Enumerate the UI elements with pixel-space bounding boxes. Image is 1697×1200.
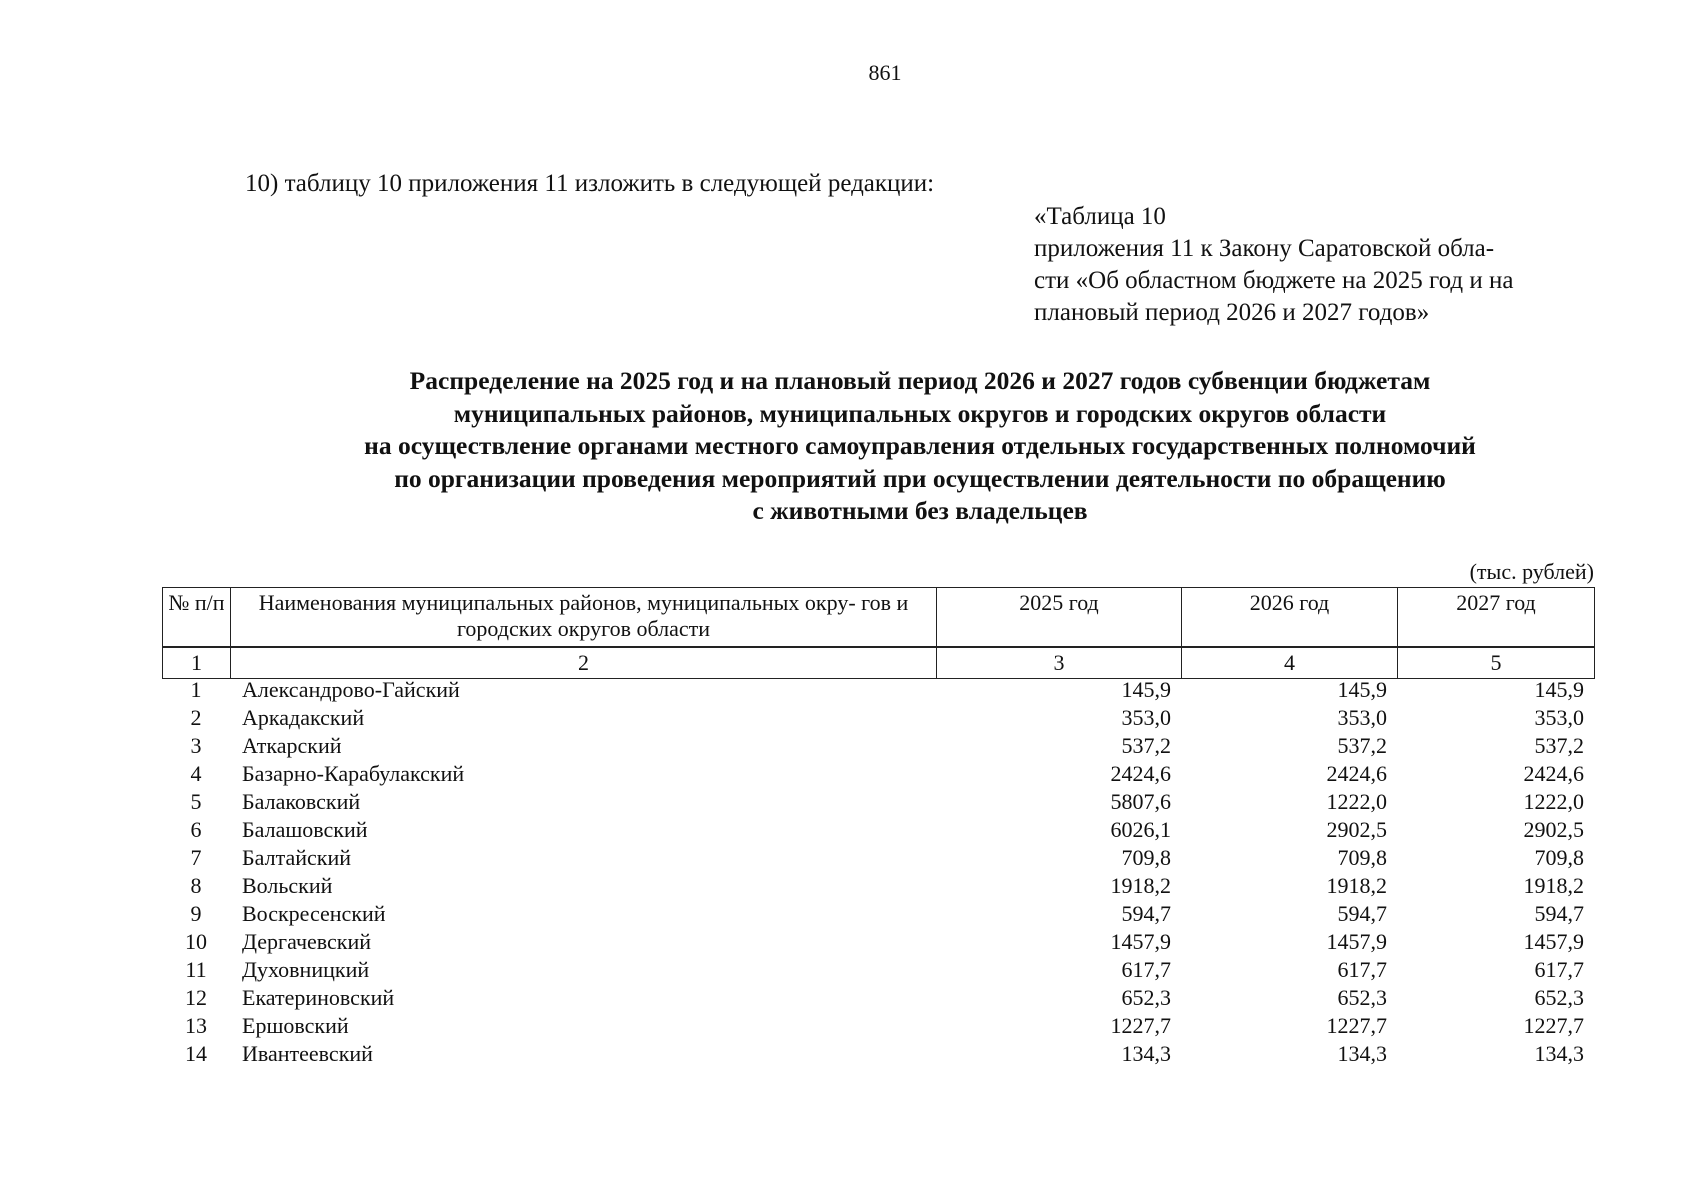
value-2026: 1227,7 [1326,1013,1387,1038]
column-numbers [163,648,1595,679]
value-2025: 652,3 [1121,985,1171,1010]
row-number: 12 [185,985,207,1010]
table-row [162,788,1594,816]
table-row [162,1040,1594,1068]
value-2025: 145,9 [1121,677,1171,702]
row-number: 6 [190,817,202,842]
value-2026: 2424,6 [1326,761,1387,786]
value-2027: 709,8 [1534,845,1584,870]
attachment-table-ref: «Таблица 10 [1034,203,1166,230]
header-name: Наименования муниципальных районов, муниципальных окру- гов и городских округов области [231,588,937,647]
value-2026: 353,0 [1337,705,1387,730]
value-2026: 134,3 [1337,1041,1387,1066]
row-number: 4 [190,761,202,786]
value-2026: 2902,5 [1326,817,1387,842]
attachment-law-line-2: сти «Об областном бюджете на 2025 год и на [1034,267,1514,294]
document-title [160,365,1680,528]
title-line: с животными без владельцев [752,496,1088,525]
value-2027: 353,0 [1534,705,1584,730]
district-name: Екатериновский [242,985,395,1010]
district-name: Духовницкий [242,957,370,982]
value-2025: 709,8 [1121,845,1171,870]
district-name: Вольский [242,873,333,898]
value-2027: 1918,2 [1523,873,1584,898]
table-row [162,816,1594,844]
value-2025: 134,3 [1121,1041,1171,1066]
value-2027: 1222,0 [1523,789,1584,814]
attachment-note [1034,201,1594,329]
value-2026: 617,7 [1337,957,1387,982]
value-2027: 1457,9 [1523,929,1584,954]
value-2025: 1457,9 [1110,929,1171,954]
value-2026: 652,3 [1337,985,1387,1010]
table-row [162,732,1594,760]
table-row [162,984,1594,1012]
title-line: Распределение на 2025 год и на плановый период 2026 и 2027 годов субвенции бюджетам [409,366,1431,395]
district-name: Ершовский [242,1013,349,1038]
value-2026: 1918,2 [1326,873,1387,898]
intro-text: 10) таблицу 10 приложения 11 изложить в следующей редакции: [245,170,935,197]
district-name: Дергачевский [242,929,372,954]
header-2027: 2027 год [1398,588,1595,647]
table-row [162,844,1594,872]
attachment-law-line-1: приложения 11 к Закону Саратовской обла- [1034,235,1495,262]
value-2026: 537,2 [1337,733,1387,758]
district-name: Балаковский [242,789,361,814]
value-2025: 1227,7 [1110,1013,1171,1038]
row-number: 1 [190,677,202,702]
value-2027: 617,7 [1534,957,1584,982]
value-2027: 652,3 [1534,985,1584,1010]
value-2027: 134,3 [1534,1041,1584,1066]
district-name: Ивантеевский [242,1041,373,1066]
column-number: 3 [937,648,1182,679]
value-2027: 145,9 [1534,677,1584,702]
row-number: 5 [190,789,202,814]
district-name: Балтайский [242,845,351,870]
value-2026: 1222,0 [1326,789,1387,814]
district-name: Аткарский [242,733,342,758]
value-2027: 537,2 [1534,733,1584,758]
units-label: (тыс. рублей) [1469,559,1594,584]
header-2025: 2025 год [937,588,1182,647]
table-row [162,760,1594,788]
column-number: 2 [231,648,937,679]
value-2027: 2424,6 [1523,761,1584,786]
column-number: 1 [163,648,231,679]
district-name: Воскресенский [242,901,386,926]
row-number: 8 [190,873,202,898]
header-row [163,588,1595,647]
value-2025: 537,2 [1121,733,1171,758]
table-row [162,676,1594,704]
value-2025: 594,7 [1121,901,1171,926]
title-line: муниципальных районов, муниципальных округов и городских округов области [453,398,1387,428]
district-name: Балашовский [242,817,368,842]
column-number: 5 [1398,648,1595,679]
table-body [162,676,1594,1068]
value-2027: 2902,5 [1523,817,1584,842]
column-number: 4 [1182,648,1398,679]
value-2027: 594,7 [1534,901,1584,926]
table-row [162,900,1594,928]
value-2025: 1918,2 [1110,873,1171,898]
value-2025: 5807,6 [1110,789,1171,814]
row-number: 7 [190,845,202,870]
row-number: 9 [190,901,202,926]
value-2026: 145,9 [1337,677,1387,702]
table-row [162,1012,1594,1040]
district-name: Базарно-Карабулакский [242,761,465,786]
value-2025: 353,0 [1121,705,1171,730]
page-number: 861 [868,60,902,85]
value-2026: 709,8 [1337,845,1387,870]
district-name: Аркадакский [242,705,365,730]
value-2026: 1457,9 [1326,929,1387,954]
value-2027: 1227,7 [1523,1013,1584,1038]
row-number: 11 [185,957,207,982]
table-row [162,956,1594,984]
row-number: 3 [190,733,202,758]
column-number-row [162,647,1595,679]
title-line: по организации проведения мероприятий при осуществлении деятельности по обращению [394,463,1446,493]
value-2025: 2424,6 [1110,761,1171,786]
data-table [162,676,1594,1068]
value-2025: 617,7 [1121,957,1171,982]
value-2026: 594,7 [1337,901,1387,926]
header-2026: 2026 год [1182,588,1398,647]
attachment-law-line-3: плановый период 2026 и 2027 годов» [1034,299,1430,326]
table-header [162,587,1595,647]
table-row [162,872,1594,900]
title-line: на осуществление органами местного самоуправления отдельных государственных полномочий [364,431,1476,460]
row-number: 14 [185,1041,207,1066]
table-row [162,704,1594,732]
row-number: 10 [185,929,207,954]
district-name: Александрово-Гайский [242,677,460,702]
row-number: 13 [185,1013,207,1038]
row-number: 2 [190,705,202,730]
value-2025: 6026,1 [1110,817,1171,842]
table-row [162,928,1594,956]
header-num: № п/п [163,588,231,647]
